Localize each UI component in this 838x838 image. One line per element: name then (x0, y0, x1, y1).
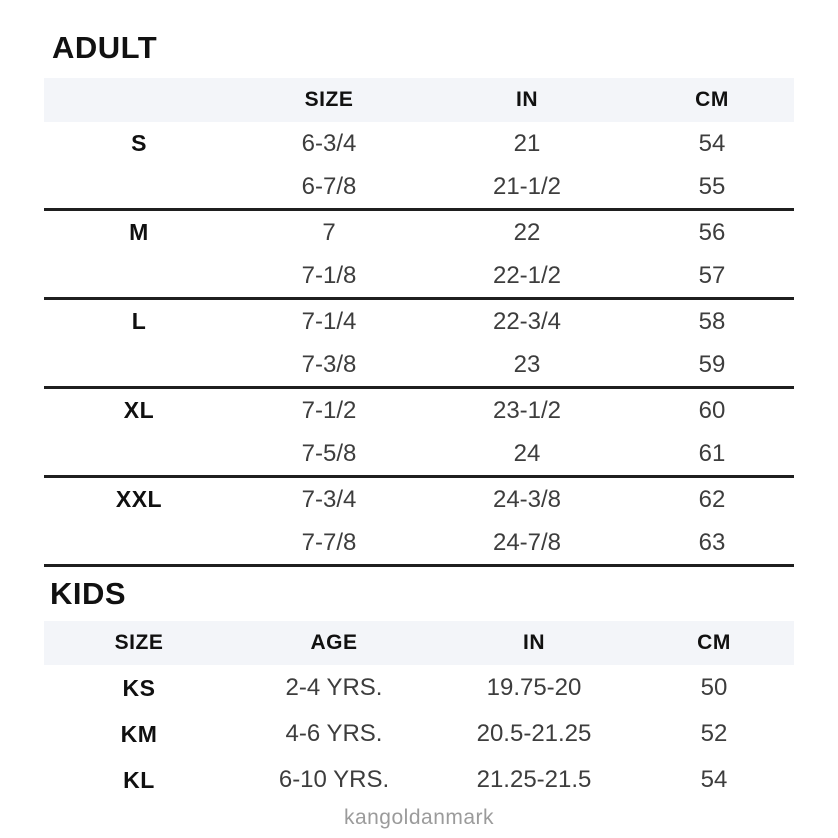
cm-value: 58 (698, 307, 726, 335)
inches-value: 23 (424, 343, 630, 388)
hat-size-value: 7-1/2 (301, 396, 357, 424)
kids-col-header-cm: CM (634, 621, 794, 665)
cm-value: 59 (630, 343, 794, 388)
size-group-label (44, 432, 234, 477)
size-group-label: S (131, 130, 147, 156)
adult-header-row (44, 78, 794, 122)
kids-size-table (44, 621, 794, 803)
table-row (44, 432, 794, 477)
age-value: 4-6 YRS. (285, 720, 383, 747)
table-row (44, 210, 794, 255)
size-group-label: L (131, 308, 147, 334)
hat-size-value: 7-3/4 (301, 485, 357, 513)
cm-value: 54 (698, 129, 726, 157)
kids-col-header-size: SIZE (44, 621, 234, 665)
table-row (44, 477, 794, 522)
table-row (44, 165, 794, 210)
inches-value: 24-7/8 (424, 521, 630, 566)
cm-value: 60 (698, 396, 726, 424)
cm-value: 52 (700, 720, 728, 747)
inches-value: 22-1/2 (424, 254, 630, 299)
kids-section-title: KIDS (50, 576, 127, 611)
table-row (44, 343, 794, 388)
hat-size-value: 7-1/4 (301, 307, 357, 335)
inches-value: 21.25-21.5 (476, 766, 592, 793)
cm-value: 63 (630, 521, 794, 566)
cm-value: 50 (700, 674, 728, 701)
hat-size-value: 7 (322, 218, 336, 246)
inches-value: 20.5-21.25 (476, 720, 592, 747)
size-group-label: XXL (115, 486, 163, 512)
cm-value: 56 (698, 218, 726, 246)
table-row (44, 665, 794, 711)
kids-header-row (44, 621, 794, 665)
inches-value: 22-3/4 (492, 307, 562, 335)
hat-size-value: 6-7/8 (234, 165, 424, 210)
hat-size-value: 6-3/4 (301, 129, 357, 157)
adult-col-header-blank (44, 78, 234, 122)
inches-value: 19.75-20 (486, 674, 582, 701)
size-group-label (44, 521, 234, 566)
age-value: 2-4 YRS. (285, 674, 383, 701)
adult-col-header-size: SIZE (234, 78, 424, 122)
table-row (44, 299, 794, 344)
kids-size-label: KM (120, 720, 158, 747)
adult-col-header-in: IN (424, 78, 630, 122)
inches-value: 24-3/8 (492, 485, 562, 513)
cm-value: 62 (698, 485, 726, 513)
age-value: 6-10 YRS. (278, 766, 390, 793)
inches-value: 21-1/2 (424, 165, 630, 210)
size-group-label (44, 165, 234, 210)
kids-size-label: KL (123, 766, 155, 793)
table-row (44, 521, 794, 566)
hat-size-value: 7-5/8 (234, 432, 424, 477)
kids-col-header-age: AGE (234, 621, 434, 665)
adult-col-header-cm: CM (630, 78, 794, 122)
brand-watermark: kangoldanmark (343, 806, 495, 829)
inches-value: 23-1/2 (492, 396, 562, 424)
kids-col-header-in: IN (434, 621, 634, 665)
hat-size-value: 7-3/8 (234, 343, 424, 388)
size-group-label: M (129, 219, 149, 245)
cm-value: 54 (700, 766, 728, 793)
hat-size-value: 7-1/8 (234, 254, 424, 299)
kids-size-label: KS (122, 674, 156, 701)
inches-value: 22 (513, 218, 541, 246)
table-row (44, 388, 794, 433)
inches-value: 21 (513, 129, 541, 157)
inches-value: 24 (424, 432, 630, 477)
table-row (44, 757, 794, 803)
table-row (44, 254, 794, 299)
table-row (44, 122, 794, 165)
size-group-label (44, 254, 234, 299)
size-group-label: XL (123, 397, 155, 423)
adult-section-title: ADULT (52, 30, 158, 65)
cm-value: 57 (630, 254, 794, 299)
size-group-label (44, 343, 234, 388)
hat-size-value: 7-7/8 (234, 521, 424, 566)
table-row (44, 711, 794, 757)
adult-size-table (44, 78, 794, 567)
cm-value: 61 (630, 432, 794, 477)
cm-value: 55 (630, 165, 794, 210)
